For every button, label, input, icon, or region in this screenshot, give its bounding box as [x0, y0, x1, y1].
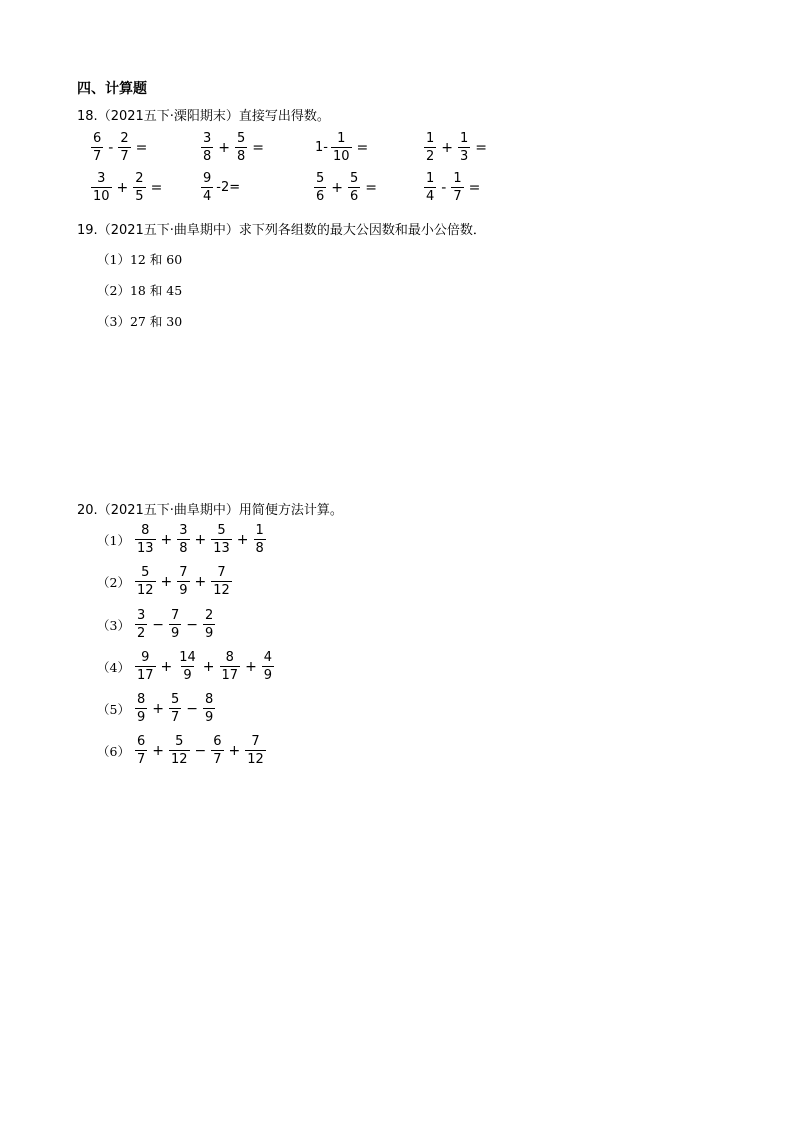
denominator: 9 [204, 626, 214, 641]
denominator: 7 [213, 752, 222, 767]
q20-item-2 [97, 566, 233, 597]
equals-sign: = [150, 179, 163, 196]
numerator: 4 [263, 650, 273, 665]
fraction [177, 524, 189, 555]
fraction [201, 132, 213, 163]
fraction [220, 651, 241, 682]
denominator: 9 [179, 583, 188, 598]
denominator: 3 [460, 149, 469, 164]
operator: + [160, 531, 173, 548]
numerator: 7 [251, 734, 260, 749]
denominator: 6 [350, 189, 359, 204]
q20-item-3 [97, 609, 216, 640]
fraction [203, 693, 215, 724]
operator: + [152, 742, 164, 759]
fraction [169, 735, 190, 766]
denominator: 12 [170, 752, 188, 767]
item-label: （2） [97, 574, 130, 590]
q20-item-5 [97, 693, 216, 724]
numerator: 7 [170, 608, 180, 623]
operator: + [194, 573, 207, 590]
operator: + [152, 700, 164, 717]
operator: + [331, 179, 344, 196]
question-source: （2021五下·曲阜期中） [97, 503, 239, 518]
fraction [235, 132, 247, 163]
operator: + [236, 531, 249, 548]
expression-text: -2= [216, 180, 241, 195]
numerator: 9 [203, 171, 212, 186]
numerator: 2 [135, 171, 144, 186]
denominator: 9 [136, 710, 146, 725]
equals-sign: = [356, 139, 369, 156]
denominator: 7 [136, 752, 146, 767]
denominator: 9 [170, 626, 180, 641]
operator: + [218, 139, 231, 156]
fraction [91, 172, 112, 203]
fraction [177, 566, 189, 597]
oral-calc-expression [200, 132, 268, 163]
fraction [211, 566, 232, 597]
numerator: 5 [316, 171, 325, 186]
item-label: （5） [97, 701, 130, 717]
denominator: 7 [170, 710, 180, 725]
operator: + [160, 658, 173, 675]
fraction [262, 651, 274, 682]
numerator: 9 [141, 650, 150, 665]
numerator: 6 [213, 734, 222, 749]
operator: + [245, 658, 257, 675]
operator: − [152, 616, 164, 633]
question-19-header [77, 219, 486, 238]
numerator: 5 [237, 131, 246, 146]
expression-text: 1- [315, 140, 328, 155]
operator: - [441, 179, 447, 196]
operator: - [108, 139, 114, 156]
denominator: 9 [183, 668, 192, 683]
q19-item-3: （3）27 和 30 [97, 314, 183, 329]
question-18-header [77, 105, 330, 124]
fraction [245, 735, 266, 766]
numerator: 5 [170, 692, 180, 707]
oral-calc-expression [90, 132, 151, 163]
equals-sign: = [252, 139, 265, 156]
q19-item-1: （1）12 和 60 [97, 252, 183, 267]
q20-item-4 [97, 651, 275, 682]
fraction [91, 132, 103, 163]
fraction [203, 609, 215, 640]
denominator: 12 [136, 583, 154, 598]
fraction [201, 172, 213, 203]
numerator: 7 [217, 565, 226, 580]
denominator: 17 [136, 668, 154, 683]
numerator: 1 [255, 523, 264, 538]
denominator: 10 [332, 149, 350, 164]
numerator: 8 [225, 650, 234, 665]
item-label: （3） [97, 617, 130, 633]
oral-calc-expression [90, 172, 166, 203]
denominator: 6 [316, 189, 325, 204]
fraction [451, 172, 463, 203]
q20-item-6 [97, 735, 267, 766]
denominator: 8 [203, 149, 212, 164]
numerator: 1 [460, 131, 469, 146]
numerator: 1 [426, 131, 435, 146]
fraction [211, 524, 232, 555]
numerator: 2 [204, 608, 214, 623]
fraction [458, 132, 470, 163]
numerator: 1 [426, 171, 435, 186]
fraction [135, 566, 156, 597]
q20-item-1 [97, 524, 267, 555]
numerator: 5 [217, 523, 226, 538]
denominator: 7 [453, 189, 462, 204]
numerator: 8 [204, 692, 214, 707]
denominator: 13 [213, 541, 230, 556]
numerator: 6 [136, 734, 146, 749]
denominator: 4 [426, 189, 435, 204]
numerator: 3 [179, 523, 188, 538]
denominator: 8 [255, 541, 264, 556]
fraction [169, 693, 181, 724]
numerator: 5 [175, 734, 184, 749]
fraction [348, 172, 360, 203]
numerator: 1 [337, 131, 346, 146]
numerator: 5 [350, 171, 359, 186]
numerator: 3 [203, 131, 212, 146]
question-source: （2021五下·曲阜期中） [97, 223, 239, 238]
numerator: 1 [453, 171, 462, 186]
numerator: 3 [136, 608, 146, 623]
denominator: 8 [179, 541, 188, 556]
operator: − [186, 616, 198, 633]
operator: + [441, 139, 454, 156]
fraction [331, 132, 352, 163]
denominator: 2 [136, 626, 146, 641]
equals-sign: = [135, 139, 148, 156]
fraction [133, 172, 145, 203]
denominator: 2 [426, 149, 435, 164]
fraction [424, 172, 436, 203]
operator: − [186, 700, 198, 717]
equals-sign: = [475, 139, 488, 156]
numerator: 5 [141, 565, 150, 580]
denominator: 10 [93, 189, 110, 204]
operator: + [202, 658, 215, 675]
operator: + [194, 531, 207, 548]
fraction [135, 735, 147, 766]
denominator: 4 [203, 189, 212, 204]
denominator: 9 [204, 710, 214, 725]
denominator: 7 [120, 149, 129, 164]
denominator: 7 [93, 149, 102, 164]
denominator: 17 [221, 668, 239, 683]
fraction [135, 524, 156, 555]
operator: + [160, 573, 173, 590]
question-number: 20. [77, 503, 98, 518]
numerator: 6 [93, 131, 102, 146]
denominator: 12 [213, 583, 230, 598]
oral-calc-expression [313, 132, 372, 163]
numerator: 2 [120, 131, 129, 146]
operator: − [194, 742, 207, 759]
question-prompt: 直接写出得数。 [238, 109, 330, 124]
denominator: 9 [263, 668, 273, 683]
fraction [177, 651, 198, 682]
question-source: （2021五下·溧阳期末） [97, 109, 239, 124]
item-label: （4） [97, 659, 130, 675]
denominator: 5 [135, 189, 144, 204]
fraction [135, 693, 147, 724]
equals-sign: = [468, 179, 481, 196]
operator: + [116, 179, 129, 196]
oral-calc-expression [423, 172, 484, 203]
fraction [135, 651, 156, 682]
fraction [169, 609, 181, 640]
fraction [118, 132, 130, 163]
oral-calc-expression [423, 132, 491, 163]
numerator: 3 [97, 171, 106, 186]
item-label: （1） [97, 532, 130, 548]
numerator: 8 [141, 523, 150, 538]
oral-calc-expression [200, 172, 242, 203]
question-number: 18. [77, 109, 98, 124]
oral-calc-expression [313, 172, 381, 203]
fraction [135, 609, 147, 640]
numerator: 8 [136, 692, 146, 707]
question-20-header [77, 499, 343, 518]
denominator: 12 [247, 752, 264, 767]
operator: + [228, 742, 241, 759]
denominator: 13 [136, 541, 154, 556]
equals-sign: = [365, 179, 378, 196]
fraction [254, 524, 266, 555]
fraction [211, 735, 223, 766]
q19-item-2: （2）18 和 45 [97, 283, 183, 298]
item-label: （6） [97, 743, 130, 759]
section-title: 四、计算题 [77, 81, 147, 97]
question-prompt: 用简便方法计算。 [238, 503, 343, 518]
question-number: 19. [77, 223, 98, 238]
denominator: 8 [237, 149, 246, 164]
fraction [314, 172, 326, 203]
numerator: 14 [179, 650, 196, 665]
question-prompt: 求下列各组数的最大公因数和最小公倍数． [238, 223, 486, 238]
numerator: 7 [179, 565, 188, 580]
fraction [424, 132, 436, 163]
